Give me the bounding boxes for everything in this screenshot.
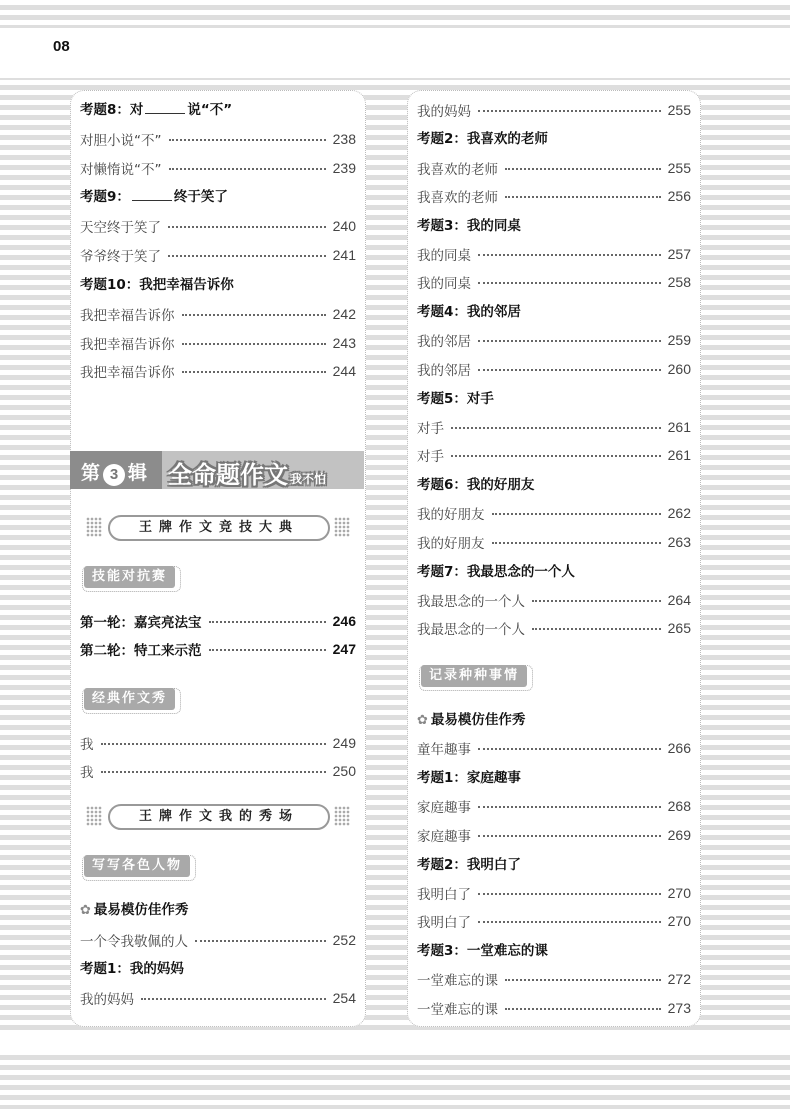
gear-flower-icon: ✿ [80,903,91,918]
dot-leader [492,542,661,544]
dot-pattern-left [86,806,102,826]
toc-entry[interactable]: 我明白了 270 [417,885,691,903]
toc-entry[interactable]: 我把幸福告诉你 242 [80,306,356,324]
exam-heading-8: 考题8：对 说“不” [80,102,233,118]
exam-heading-2: 考题2：我喜欢的老师 [417,131,548,147]
column-gap [368,90,404,1025]
dot-leader [182,371,326,373]
dot-leader [478,921,661,923]
toc-entry[interactable]: 我把幸福告诉你 244 [80,363,356,381]
dot-leader [451,427,661,429]
toc-entry[interactable]: 童年趣事 266 [417,740,691,758]
toc-entry[interactable]: 对懒惰说“不” 239 [80,160,356,178]
dot-leader [478,110,661,112]
dot-leader [478,835,661,837]
dot-leader [141,998,326,1000]
best-heading: ✿ 最易模仿佳作秀 [80,902,189,918]
header-band [0,28,790,78]
toc-entry[interactable]: 对胆小说“不” 238 [80,131,356,149]
fill-blank-line [145,101,185,114]
volume-number-badge: 3 [103,464,125,486]
exam-heading-1: 考题1：我的妈妈 [80,961,184,977]
dot-leader [182,343,326,345]
best-heading: ✿ 最易模仿佳作秀 [417,712,526,728]
section-tag-skill: 技能对抗赛 [84,566,175,588]
exam-heading-2b: 考题2：我明白了 [417,857,521,873]
toc-entry[interactable]: 我的邻居 259 [417,332,691,350]
section-banner [70,451,364,489]
dot-leader [505,168,661,170]
section-tag-people: 写写各色人物 [84,855,190,877]
toc-entry[interactable]: 家庭趣事 269 [417,827,691,845]
toc-entry[interactable]: 我 249 [80,735,356,753]
dot-leader [478,369,661,371]
dot-leader [478,254,661,256]
toc-entry[interactable]: 对手 261 [417,419,691,437]
dot-leader [532,628,661,630]
dot-leader [492,513,661,515]
dot-leader [505,979,661,981]
dot-leader [101,771,326,773]
dot-leader [209,649,326,651]
dot-pattern-right [334,806,350,826]
toc-entry[interactable]: 我喜欢的老师 255 [417,160,691,178]
toc-entry[interactable]: 一堂难忘的课 272 [417,971,691,989]
toc-entry[interactable]: 一个令我敬佩的人 252 [80,932,356,950]
exam-heading-4: 考题4：我的邻居 [417,304,521,320]
page-number: 08 [53,38,70,55]
dot-pattern-right [334,517,350,537]
exam-heading-10: 考题10：我把幸福告诉你 [80,277,234,293]
dot-leader [478,282,661,284]
dot-leader [182,314,326,316]
dot-leader [209,621,326,623]
dot-pattern-left [86,517,102,537]
toc-entry[interactable]: 我的同桌 258 [417,274,691,292]
exam-heading-7: 考题7：我最思念的一个人 [417,564,575,580]
exam-heading-9: 考题9： 终于笑了 [80,189,228,205]
toc-entry[interactable]: 我的邻居 260 [417,361,691,379]
pill-heading-2: 王牌作文我的秀场 [86,804,352,830]
toc-entry[interactable]: 我的妈妈 255 [417,102,691,120]
dot-leader [478,748,661,750]
toc-entry[interactable]: 对手 261 [417,447,691,465]
toc-entry[interactable]: 我的妈妈 254 [80,990,356,1008]
toc-entry[interactable]: 家庭趣事 268 [417,798,691,816]
toc-entry[interactable]: 我的好朋友 263 [417,534,691,552]
dot-leader [505,196,661,198]
fill-blank-line [132,188,172,201]
dot-leader [169,168,326,170]
exam-heading-1b: 考题1：家庭趣事 [417,770,521,786]
toc-entry[interactable]: 爷爷终于笑了 241 [80,247,356,265]
exam-heading-3: 考题3：我的同桌 [417,218,521,234]
toc-entry[interactable]: 我把幸福告诉你 243 [80,335,356,353]
dot-leader [451,455,661,457]
dot-leader [478,340,661,342]
toc-entry[interactable]: 我的好朋友 262 [417,505,691,523]
dot-leader [195,940,326,942]
section-tag-classic: 经典作文秀 [84,688,175,710]
section-tag-events: 记录种种事情 [421,665,527,687]
footer-band [0,1030,790,1050]
toc-entry[interactable]: 我 250 [80,763,356,781]
toc-entry[interactable]: 第二轮：特工来示范 247 [80,641,356,659]
gear-flower-icon: ✿ [417,713,428,728]
pill-heading-1: 王牌作文竞技大典 [86,515,352,541]
toc-entry[interactable]: 第一轮：嘉宾亮法宝 246 [80,613,356,631]
toc-entry[interactable]: 天空终于笑了 240 [80,218,356,236]
dot-leader [478,893,661,895]
toc-entry[interactable]: 一堂难忘的课 273 [417,1000,691,1018]
toc-entry[interactable]: 我喜欢的老师 256 [417,188,691,206]
toc-entry[interactable]: 我最思念的一个人 265 [417,620,691,638]
dot-leader [169,139,326,141]
dot-leader [101,743,326,745]
exam-heading-5: 考题5：对手 [417,391,494,407]
dot-leader [478,806,661,808]
dot-leader [532,600,661,602]
banner-volume-label: 第 3 辑 [81,462,148,484]
dot-leader [505,1008,661,1010]
exam-heading-6: 考题6：我的好朋友 [417,477,535,493]
toc-entry[interactable]: 我明白了 270 [417,913,691,931]
exam-heading-3b: 考题3：一堂难忘的课 [417,943,548,959]
banner-title: 全命题作文 我不怕 [168,461,327,489]
dot-leader [168,226,326,228]
dot-leader [168,255,326,257]
toc-entry[interactable]: 我的同桌 257 [417,246,691,264]
toc-entry[interactable]: 我最思念的一个人 264 [417,592,691,610]
